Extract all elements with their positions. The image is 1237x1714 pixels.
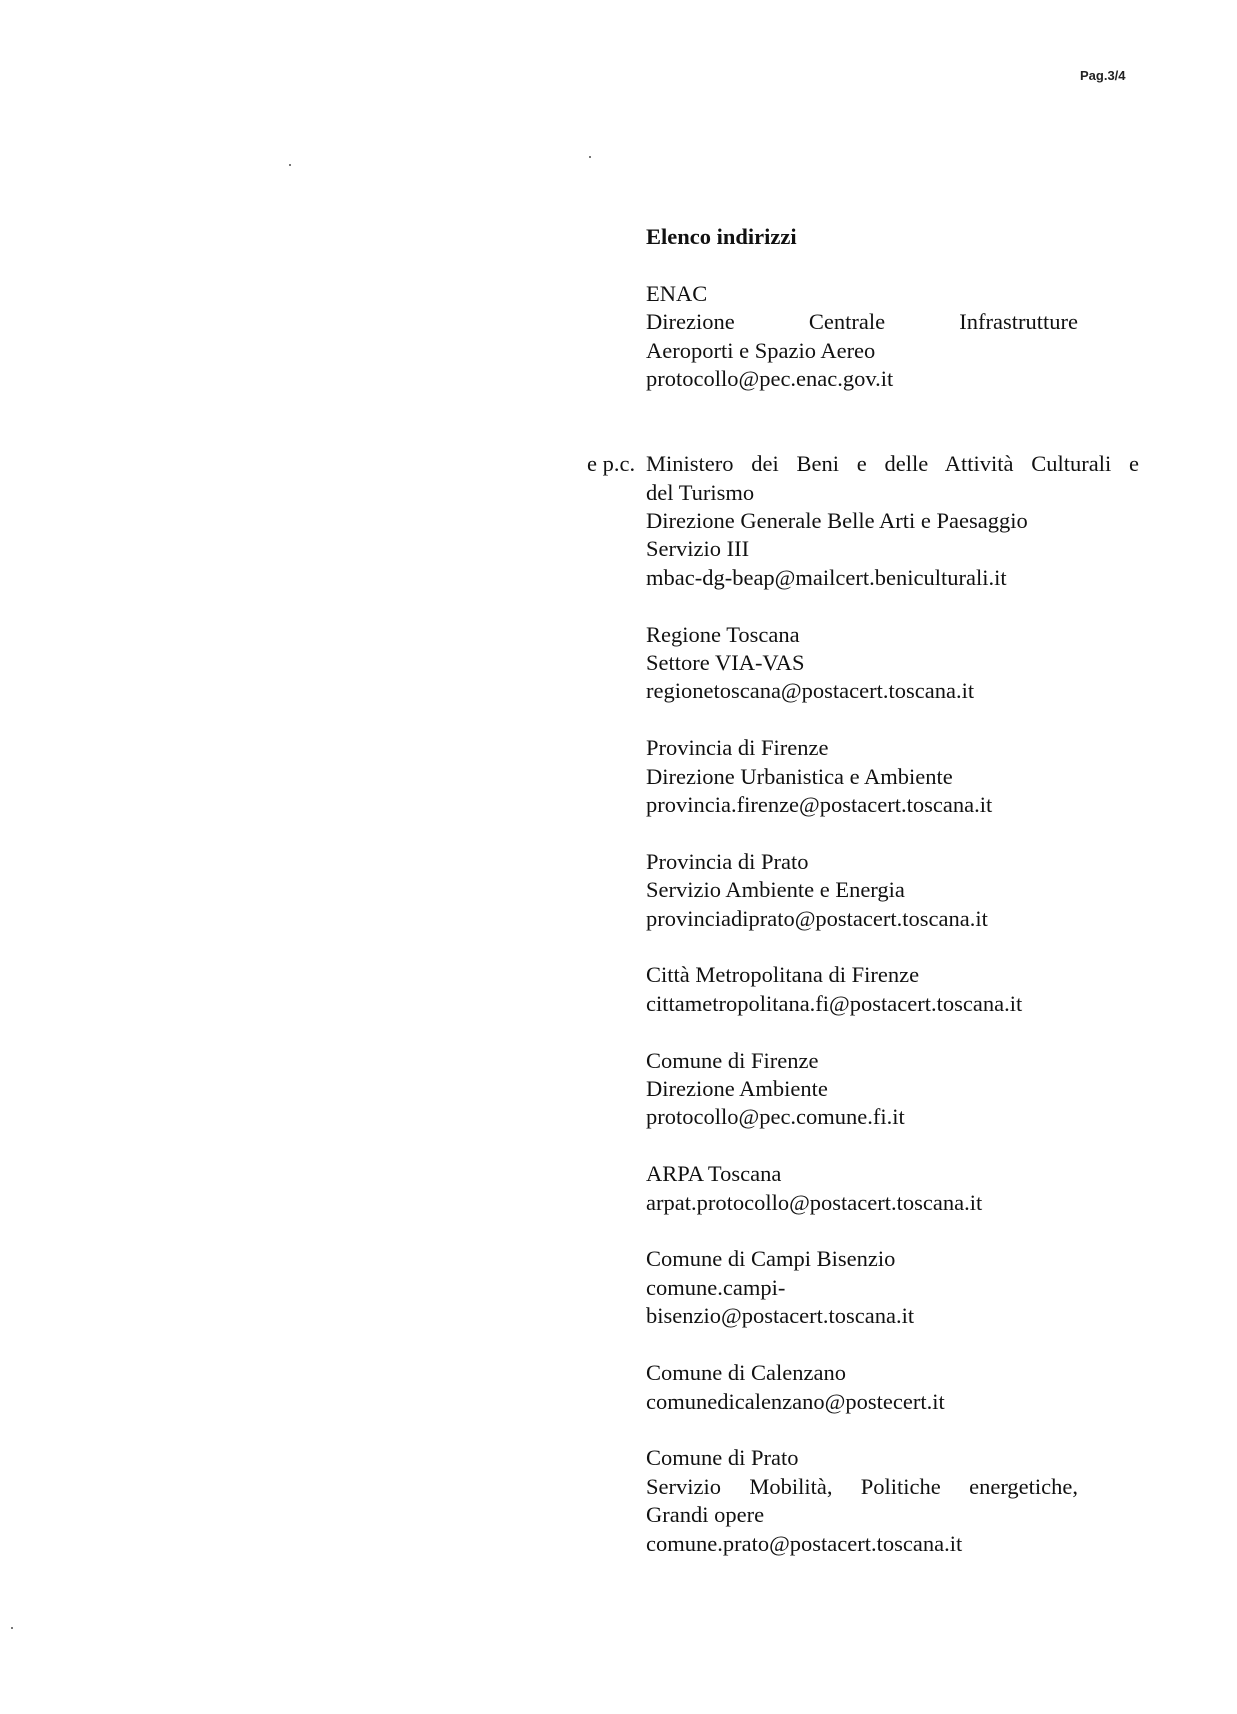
scan-speck — [11, 1627, 13, 1629]
section-title: Elenco indirizzi — [646, 224, 797, 249]
page-number: Pag.3/4 — [1080, 68, 1126, 83]
recipient-name: Provincia di Prato — [646, 848, 809, 874]
recipient-name: Comune di Calenzano — [646, 1360, 846, 1386]
recipient-name: ENAC — [646, 280, 708, 306]
cc-recipient — [646, 848, 1078, 933]
recipient-name: del Turismo — [646, 479, 755, 505]
recipient-email: arpat.protocollo@postacert.toscana.it — [646, 1189, 983, 1215]
recipient-email: provincia.firenze@postacert.toscana.it — [646, 792, 993, 818]
cc-recipient — [646, 621, 1078, 706]
recipient-name: Provincia di Firenze — [646, 735, 829, 761]
address-list — [587, 223, 1139, 1558]
recipient-email: cittametropolitana.fi@postacert.toscana.it — [646, 990, 1023, 1016]
recipient-department: Grandi opere — [646, 1502, 765, 1528]
recipient-department: Direzione Centrale Infrastrutture — [646, 309, 1078, 335]
cc-recipient — [646, 1444, 1078, 1558]
cc-recipient — [646, 1245, 1078, 1330]
recipient-email: protocollo@pec.comune.fi.it — [646, 1104, 905, 1130]
recipient-email: comune.prato@postacert.toscana.it — [646, 1530, 963, 1556]
recipient-email: bisenzio@postacert.toscana.it — [646, 1303, 915, 1329]
recipient-name: Comune di Prato — [646, 1445, 799, 1471]
recipient-department: Direzione Ambiente — [646, 1076, 828, 1102]
cc-recipient — [646, 734, 1078, 819]
recipient-email: regionetoscana@postacert.toscana.it — [646, 678, 975, 704]
recipient-name: ARPA Toscana — [646, 1161, 782, 1187]
primary-recipient — [646, 280, 1078, 394]
cc-recipient — [646, 1160, 1078, 1217]
recipient-department: Servizio Ambiente e Energia — [646, 877, 905, 903]
recipient-department: Direzione Urbanistica e Ambiente — [646, 763, 953, 789]
cc-recipient — [646, 961, 1078, 1018]
recipient-name: Ministero dei Beni e delle Attività Culturali e — [646, 451, 1139, 477]
recipient-email: provinciadiprato@postacert.toscana.it — [646, 905, 988, 931]
recipient-email: protocollo@pec.enac.gov.it — [646, 366, 894, 392]
recipient-department: Servizio III — [646, 536, 750, 562]
cc-label: e p.c. — [587, 451, 636, 477]
recipient-department: Direzione Generale Belle Arti e Paesaggio — [646, 508, 1028, 534]
recipient-name: Comune di Campi Bisenzio — [646, 1246, 896, 1272]
recipient-name: Città Metropolitana di Firenze — [646, 962, 920, 988]
recipient-name: Regione Toscana — [646, 621, 800, 647]
scan-speck — [589, 156, 591, 158]
recipient-email: comune.campi- — [646, 1274, 786, 1300]
recipient-email: mbac-dg-beap@mailcert.beniculturali.it — [646, 564, 1007, 590]
scan-speck — [289, 164, 291, 166]
recipient-department: Settore VIA-VAS — [646, 650, 805, 676]
recipient-department: Servizio Mobilità, Politiche energetiche, — [646, 1473, 1078, 1499]
cc-recipient — [646, 1359, 1078, 1416]
cc-recipient — [587, 450, 1139, 592]
cc-recipient — [646, 1047, 1078, 1132]
recipient-name: Comune di Firenze — [646, 1047, 819, 1073]
recipient-department: Aeroporti e Spazio Aereo — [646, 337, 876, 363]
recipient-email: comunedicalenzano@postecert.it — [646, 1388, 945, 1414]
